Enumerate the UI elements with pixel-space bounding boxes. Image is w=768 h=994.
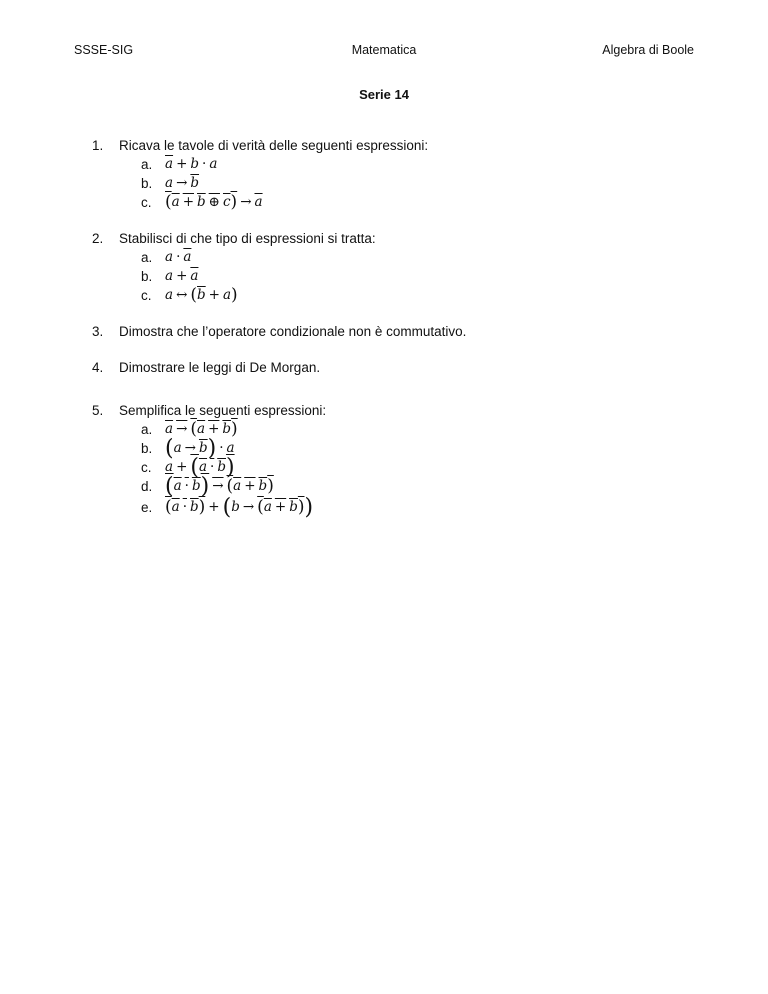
exercise-text: Semplifica le seguenti espressioni: [119,403,327,418]
sub-item-label: d. [141,479,153,494]
sub-item [141,474,712,499]
sub-item [141,267,712,286]
exercise-number: 3. [92,324,104,339]
header-right: Algebra di Boole [602,43,694,57]
exercise-2 [92,229,712,305]
expression: $a + \overline{a}$ [165,268,199,284]
exercise-number: 5. [92,403,104,418]
expression: (a + b ⊕ $c) \to \overline{a}$ [165,192,263,212]
sub-item-label: b. [141,269,153,284]
sub-item-label: a. [141,157,153,172]
header-left: SSSE-SIG [74,43,134,57]
sub-item [141,155,712,174]
exercise-1 [92,136,712,212]
exercise-number: 2. [92,231,104,246]
sub-item [141,286,712,305]
sub-item-label: c. [141,195,152,210]
exercise-number: 4. [92,360,104,375]
sub-item-label: b. [141,441,153,456]
sub-item-label: a. [141,422,153,437]
sub-item [141,420,712,439]
sub-item-label: c. [141,460,152,475]
exercise-4 [92,358,712,377]
expression: a + (a · b) [165,455,235,480]
expression: $(a \to \overline{b}) \cdot a$ [165,436,235,461]
sub-item-label: c. [141,288,152,303]
expression: $a \cdot \overline{a}$ [165,249,192,265]
exercise-text: Stabilisci di che tipo di espressioni si tratta: [119,231,376,246]
sub-item [141,193,712,212]
sub-item [141,455,712,480]
exercise-number: 1. [92,138,104,153]
sub-item [141,174,712,193]
exercise-5 [92,401,712,519]
expression: a → (a + b) [165,419,238,439]
header-center: Matematica [351,43,417,57]
exercise-text: Dimostrare le leggi di De Morgan. [119,360,321,375]
sub-item-label: b. [141,176,153,191]
expression: $a \to \overline{b}$ [165,175,200,191]
expression: (a · b) + (b → (a + b)) [165,495,314,520]
exercise-text: Ricava le tavole di verità delle seguenti espressioni: [119,138,429,153]
page-title: Serie 14 [359,87,409,102]
sub-item [141,248,712,267]
expression: a ↔ $(\overline{b} + a)$ [165,285,238,305]
expression: $\overline{a} + b \cdot a$ [165,156,218,172]
sub-item-label: e. [141,500,153,515]
sub-item [141,496,712,519]
expression: (a · b) → (a + b) [165,474,274,499]
exercise-3 [92,322,712,341]
exercise-list [92,136,712,536]
exercise-text: Dimostra che l’operatore condizionale non è commutativo. [119,324,467,339]
sub-item-label: a. [141,250,153,265]
